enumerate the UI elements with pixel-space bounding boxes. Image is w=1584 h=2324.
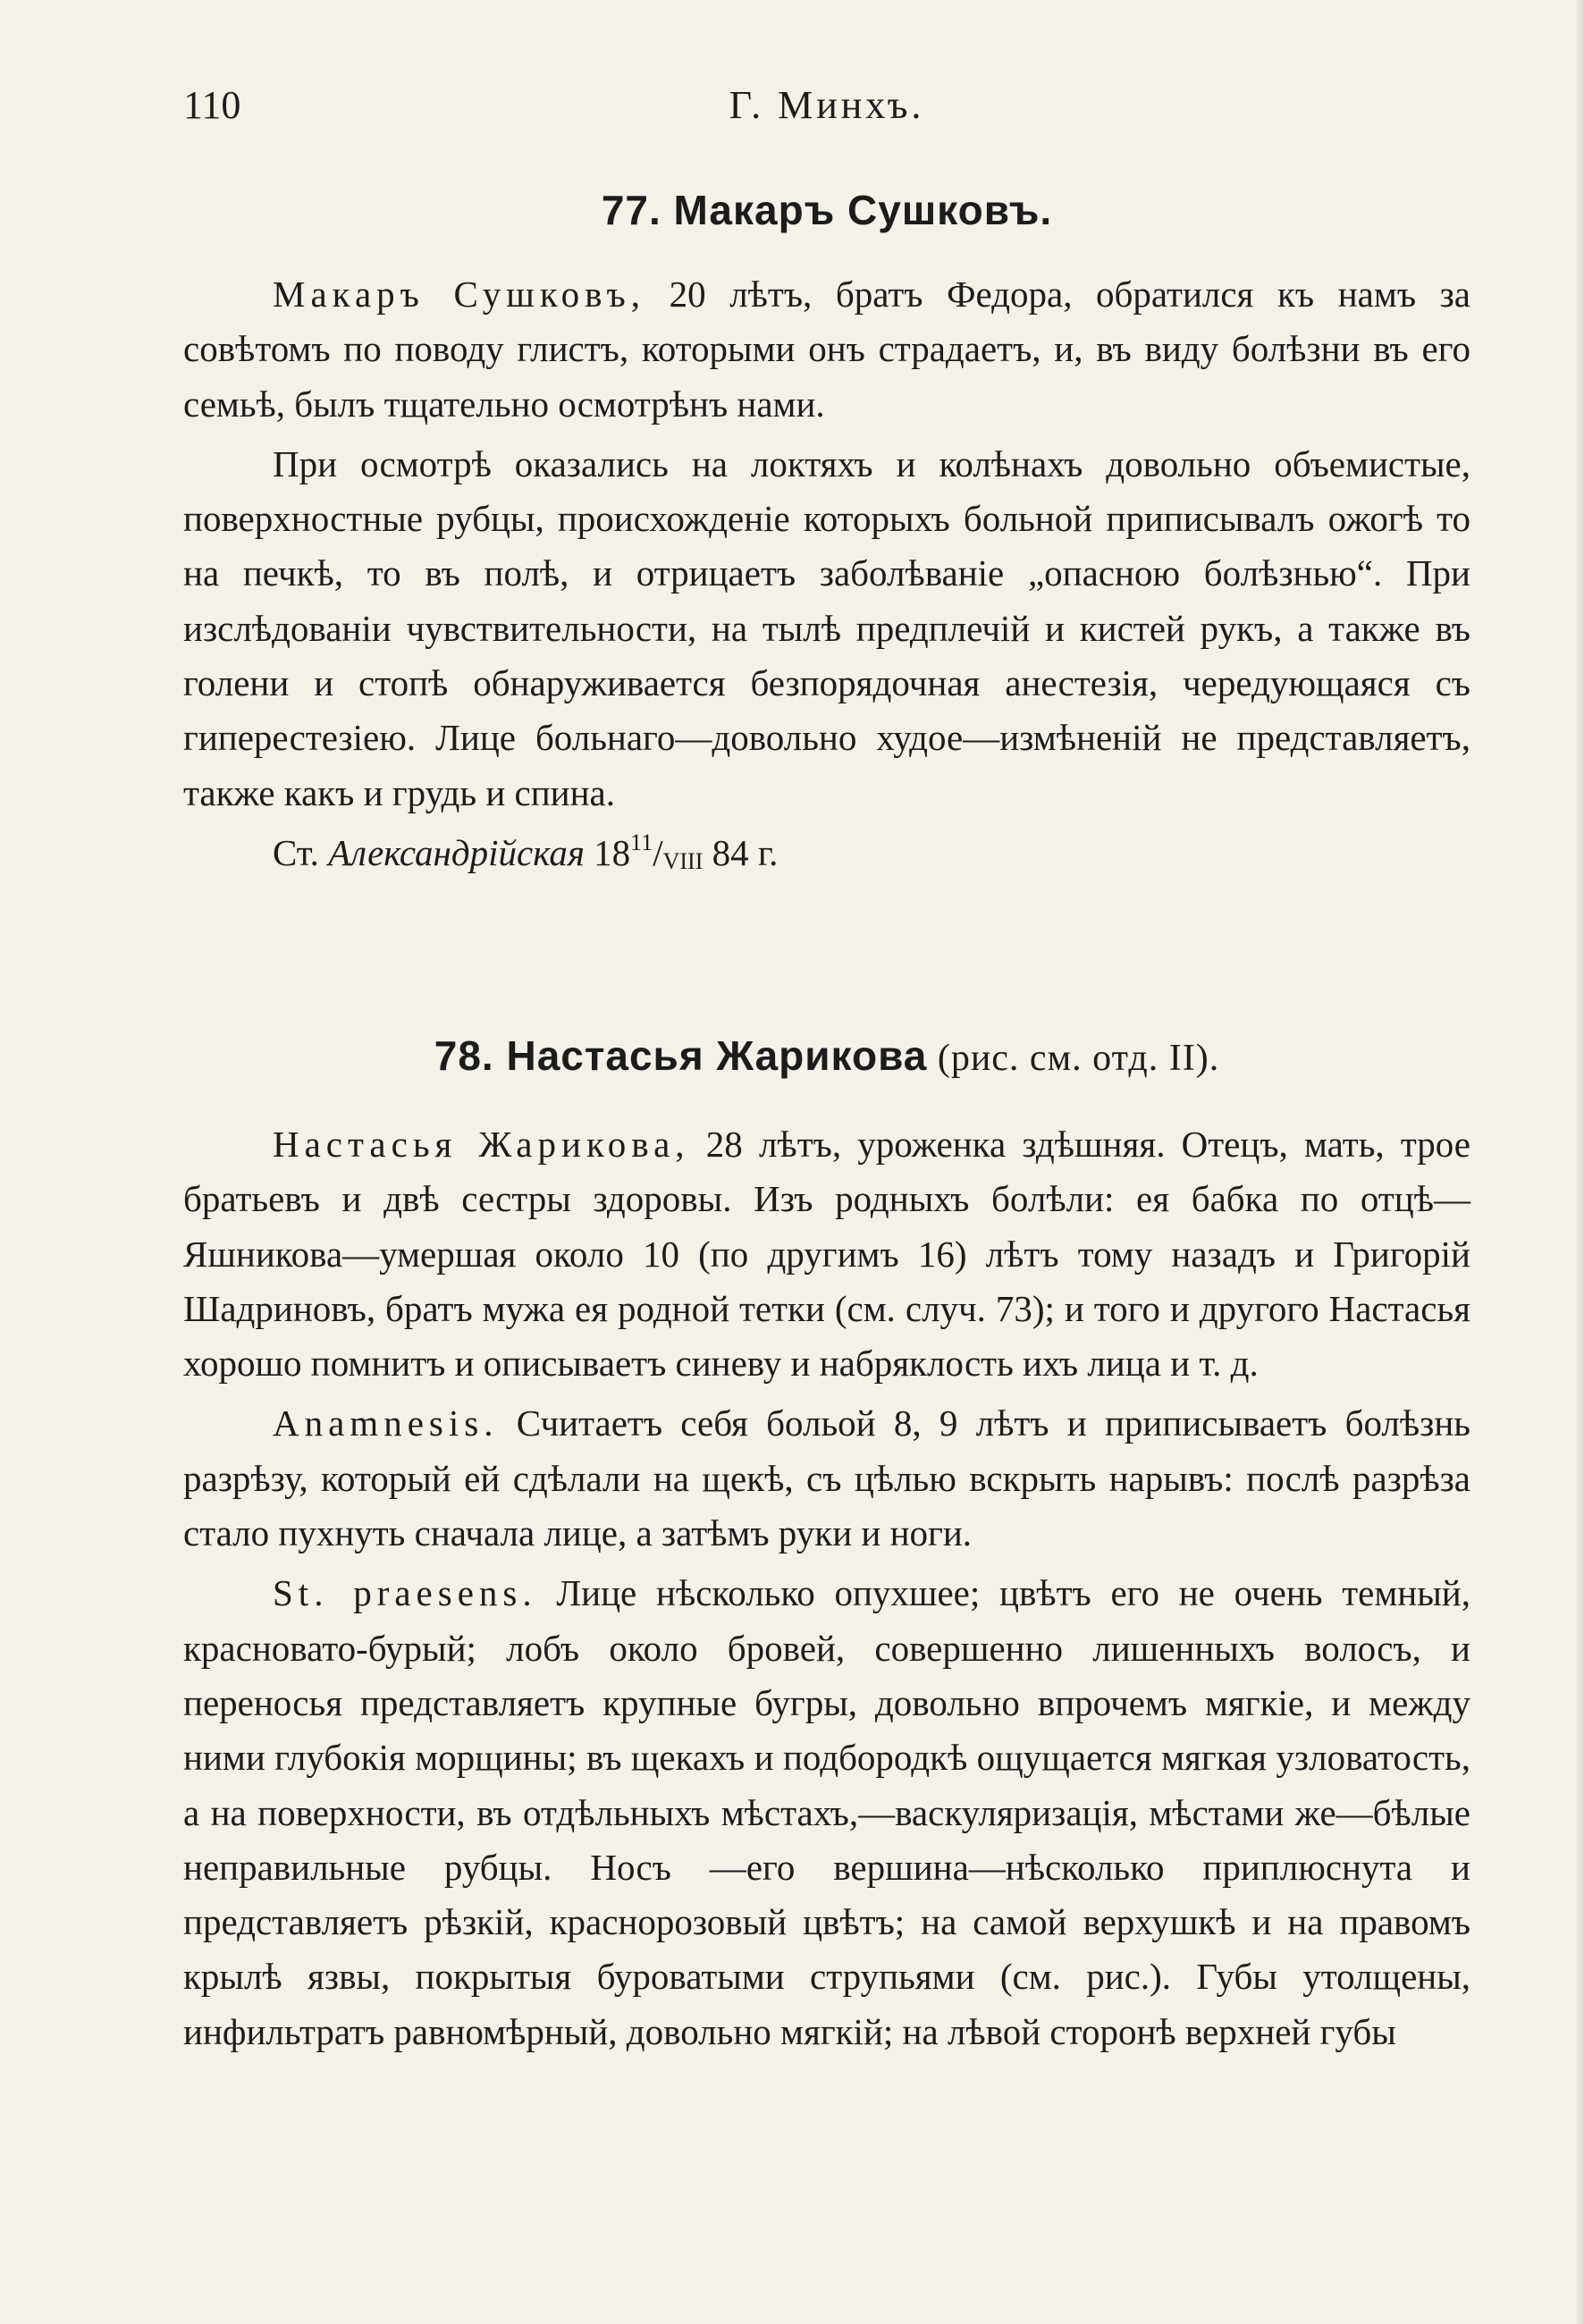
date-month: VIII bbox=[662, 847, 704, 874]
case-77-body bbox=[183, 267, 1470, 880]
page-edge-shadow bbox=[1575, 0, 1584, 2324]
case-77-section bbox=[183, 179, 1470, 241]
case-77-heading: 77. Макаръ Сушковъ. bbox=[601, 187, 1053, 233]
station-name: Александрійская bbox=[328, 831, 585, 873]
case-77-paragraph-1 bbox=[183, 267, 1470, 432]
page-number: 110 bbox=[183, 83, 241, 127]
page-header bbox=[183, 79, 1470, 141]
case-78-paragraph-1 bbox=[183, 1117, 1470, 1391]
date-slash: / bbox=[653, 831, 663, 873]
case-78-heading bbox=[183, 1024, 1470, 1090]
date-superscript: 11 bbox=[630, 829, 653, 855]
case-78-status-praesens bbox=[183, 1566, 1470, 2059]
case-78-body bbox=[183, 1117, 1470, 2059]
status-praesens-text: Лице нѣсколько опухшее; цвѣтъ его не очень темный, красновато-бурый; лобъ около бровей, совершенно лишенныхъ волосъ, и переносья представляетъ крупные бугры, довольно впрочемъ мягкіе, и между ними глубокія морщины; въ щекахъ и подбородкѣ ощущается мягкая узловатость, а на поверхности, въ отдѣльныхъ мѣстахъ,—васкуляризація, мѣстами же—бѣлые неправильные рубцы. Носъ —его вершина—нѣсколько приплюснута и представляетъ рѣзкій, краснорозовый цвѣтъ; на самой верхушкѣ и на правомъ крылѣ язвы, покрытыя буроватыми струпьями (см. рис.). Губы утолщены, инфильтратъ равномѣрный, довольно мягкій; на лѣвой сторонѣ верхней губы bbox=[183, 1572, 1470, 2052]
patient-name: Настасья Жарикова, bbox=[273, 1124, 690, 1165]
case-78-heading-title: 78. Настасья Жарикова bbox=[434, 1032, 928, 1079]
paragraph-text: 20 лѣтъ, братъ Федора, обратился къ намъ за совѣтомъ по поводу глистъ, которыми онъ страдаетъ, и, въ виду болѣзни въ его семьѣ, былъ тщательно осмотрѣнъ нами. bbox=[183, 274, 1471, 425]
anamnesis-label: Anamnesis. bbox=[273, 1402, 499, 1444]
status-praesens-label: St. praesens. bbox=[273, 1572, 537, 1614]
station-prefix: Ст. bbox=[273, 831, 329, 873]
case-78-anamnesis bbox=[183, 1396, 1470, 1561]
running-title: Г. Минхъ. bbox=[729, 83, 925, 127]
paragraph-text: 28 лѣтъ, уроженка здѣшняя. Отецъ, мать, трое братьевъ и двѣ сестры здоровы. Изъ родныхъ болѣли: ея бабка по отцѣ—Яшникова—умершая около 10 (по другимъ 16) лѣтъ тому назадъ и Григорій Шадриновъ, братъ мужа ея родной тетки (см. случ. 73); и того и другого Настасья хорошо помнитъ и описываетъ синеву и набряклость ихъ лица и т. д. bbox=[183, 1124, 1470, 1385]
date-year: 84 г. bbox=[703, 831, 779, 873]
case-78-section bbox=[183, 1024, 1470, 1090]
case-77-paragraph-2: При осмотрѣ оказались на локтяхъ и колѣнахъ довольно объемистые, поверхностные рубцы, происхожденіе которыхъ больной приписывалъ ожогѣ то на печкѣ, то въ полѣ, и отрицаетъ заболѣваніе „опасною болѣзнью“. При изслѣдованіи чувствительности, на тылѣ предплечій и кистей рукъ, а также въ голени и стопѣ обнаруживается безпорядочная анестезія, чередующаяся съ гиперестезіею. Лице больнаго—довольно худое—измѣненій не представляетъ, также какъ и грудь и спина. bbox=[183, 442, 1470, 813]
patient-name: Макаръ Сушковъ, bbox=[273, 274, 645, 315]
case-77-station-date bbox=[183, 826, 1470, 880]
anamnesis-text: Считаетъ себя больой 8, 9 лѣтъ и приписываетъ болѣзнь разрѣзу, который ей сдѣлали на щекѣ, съ цѣлью вскрыть нарывъ: послѣ разрѣза стало пухнуть сначала лице, а затѣмъ руки и ноги. bbox=[183, 1402, 1470, 1554]
case-78-heading-reference: (рис. см. отд. II). bbox=[927, 1038, 1220, 1079]
date-day: 18 bbox=[584, 831, 631, 873]
